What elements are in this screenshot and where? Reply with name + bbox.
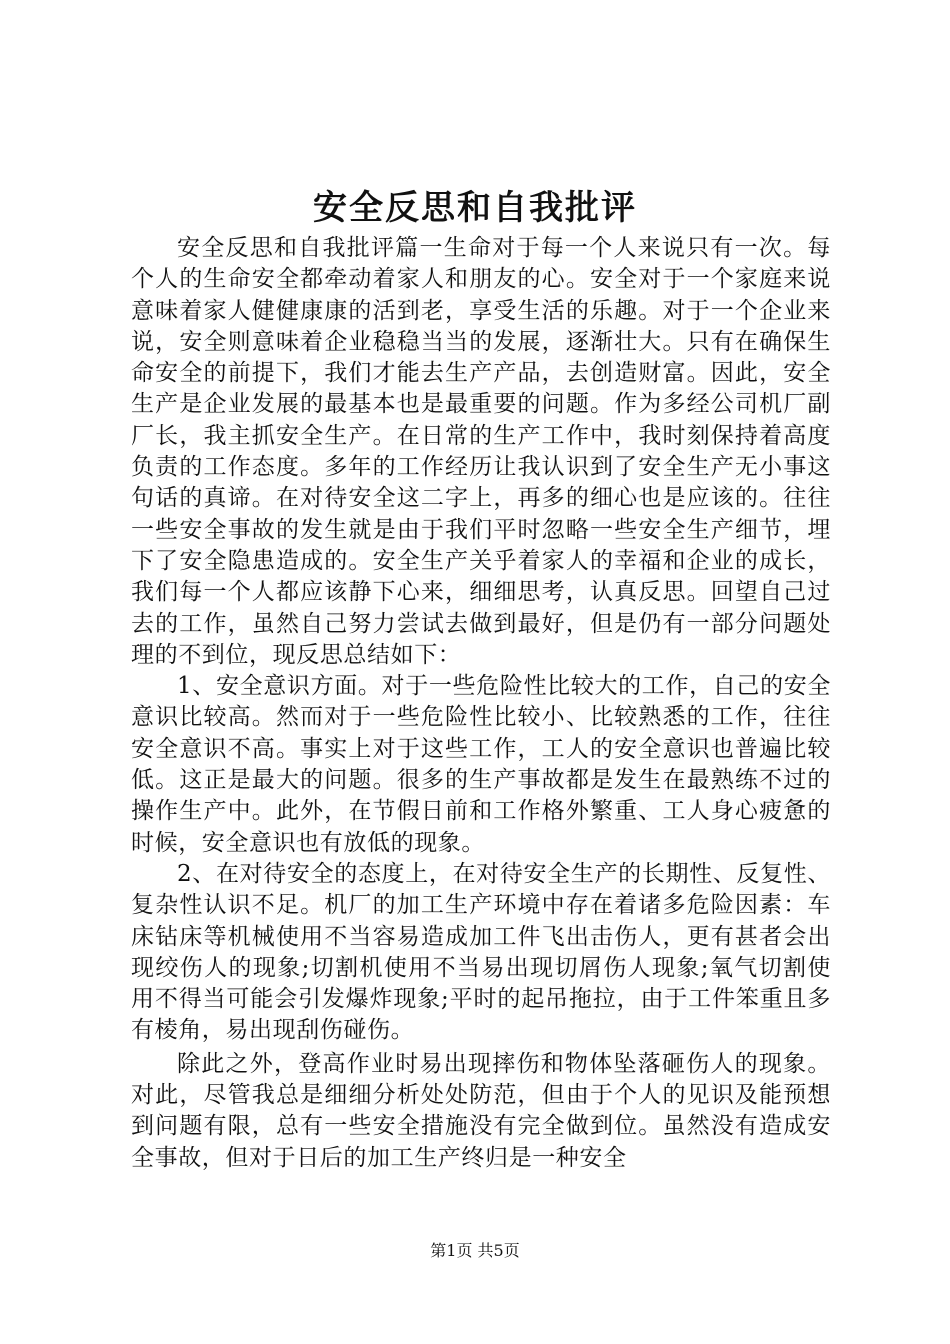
paragraph-safety-awareness: 1、安全意识方面。对于一些危险性比较大的工作，自己的安全意识比较高。然而对于一些危险性比较小、比较熟悉的工作，往往安全意识不高。事实上对于这些工作，工人的安全意识也普遍比较低。这正是最大的问题。很多的生产事故都是发生在最熟练不过的操作生产中。此外，在节假日前和工作格外繁重、工人身心疲惫的时候，安全意识也有放低的现象。 xyxy=(131,673,831,856)
paragraph-intro: 安全反思和自我批评篇一生命对于每一个人来说只有一次。每个人的生命安全都牵动着家人和朋友的心。安全对于一个家庭来说意味着家人健健康康的活到老，享受生活的乐趣。对于一个企业来说，安全则意味着企业稳稳当当的发展，逐渐壮大。只有在确保生命安全的前提下，我们才能去生产产品，去创造财富。因此，安全生产是企业发展的最基本也是最重要的问题。作为多经公司机厂副厂长，我主抓安全生产。在日常的生产工作中，我时刻保持着高度负责的工作态度。多年的工作经历让我认识到了安全生产无小事这句话的真谛。在对待安全这二字上，再多的细心也是应该的。往往一些安全事故的发生就是由于我们平时忽略一些安全生产细节，埋下了安全隐患造成的。安全生产关乎着家人的幸福和企业的成长，我们每一个人都应该静下心来，细细思考，认真反思。回望自己过去的工作，虽然自己努力尝试去做到最好，但是仍有一部分问题处理的不到位，现反思总结如下： xyxy=(131,235,831,668)
paragraph-safety-attitude: 2、在对待安全的态度上，在对待安全生产的长期性、反复性、复杂性认识不足。机厂的加工生产环境中存在着诸多危险因素：车床钻床等机械使用不当容易造成加工件飞出击伤人，更有甚者会出现绞伤人的现象;切割机使用不当易出现切屑伤人现象;氧气切割使用不得当可能会引发爆炸现象;平时的起吊拖拉，由于工件笨重且多有棱角，易出现刮伤碰伤。 xyxy=(131,860,831,1044)
paragraph-additional: 除此之外，登高作业时易出现摔伤和物体坠落砸伤人的现象。对此，尽管我总是细细分析处处防范，但由于个人的见识及能预想到问题有限，总有一些安全措施没有完全做到位。虽然没有造成安全事故，但对于日后的加工生产终归是一种安全 xyxy=(131,1050,831,1171)
document-body xyxy=(131,233,831,1174)
page-footer: 第1页 共5页 xyxy=(430,1241,520,1260)
document-title: 安全反思和自我批评 xyxy=(313,188,637,228)
